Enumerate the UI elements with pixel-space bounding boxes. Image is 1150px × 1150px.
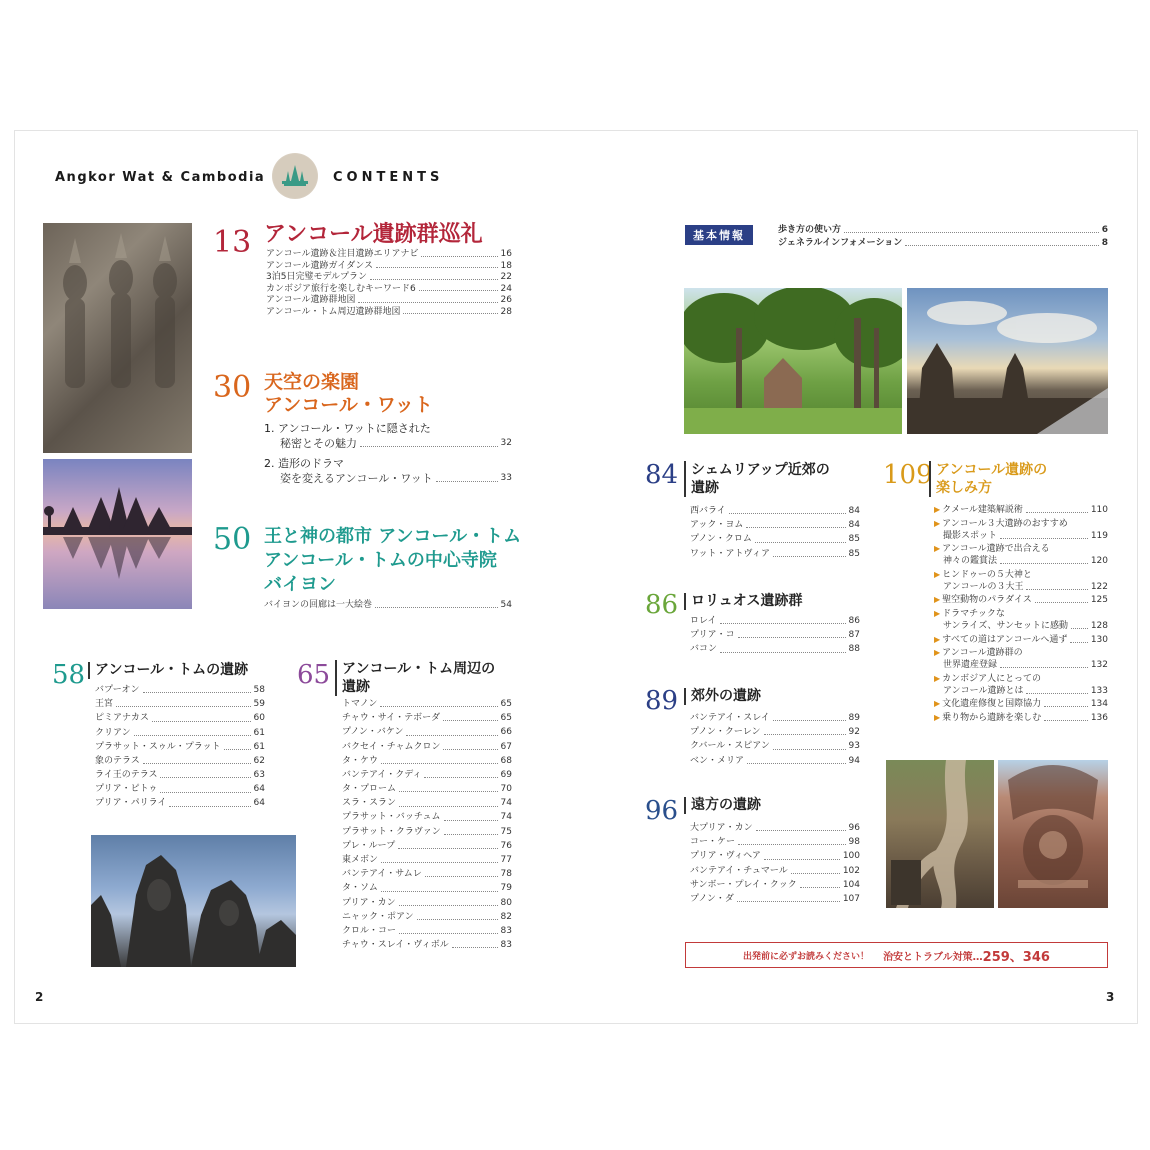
toc-entry-label: チャウ・スレイ・ヴィボル — [342, 940, 449, 951]
toc-entry-page: 60 — [253, 713, 265, 724]
arrow-bullet-icon: ▶ — [934, 608, 941, 618]
toc-entry[interactable] — [934, 647, 1108, 671]
toc-entry-page: 28 — [500, 306, 512, 317]
toc-entry-page: 100 — [842, 851, 860, 862]
toc-entry-label: プリア・コ — [690, 630, 735, 641]
toc-entry-label: アンコール遺跡群の — [942, 648, 1023, 659]
toc-entry-label: ジェネラルインフォメーション — [778, 238, 903, 248]
toc-entry-label: 世界遺産登録 — [943, 660, 998, 671]
section-number: 89 — [645, 686, 679, 716]
section-title: ロリュオス遺跡群 — [684, 593, 802, 610]
toc-entry-page: 78 — [500, 869, 512, 880]
toc-entry[interactable] — [934, 518, 1108, 542]
toc-entry-page: 84 — [848, 520, 860, 531]
angkor-temple-icon — [272, 153, 318, 199]
toc-entry[interactable] — [934, 698, 1108, 710]
toc-list — [264, 422, 512, 486]
section-title-line1: シェムリアップ近郊の — [691, 462, 830, 478]
toc-entry-page: 82 — [500, 911, 512, 922]
toc-entry[interactable] — [934, 569, 1108, 593]
toc-entry-page: 24 — [500, 283, 512, 294]
toc-entry[interactable] — [342, 867, 512, 881]
toc-entry[interactable] — [778, 224, 1108, 237]
toc-entry-label: アンコール遺跡ガイダンス — [266, 260, 374, 271]
bayon-faces-photo — [91, 835, 296, 967]
toc-entry-page: 26 — [500, 295, 512, 305]
toc-entry-label: すべての道はアンコールへ通ず — [942, 634, 1068, 645]
toc-entry-page: 61 — [253, 741, 265, 752]
safety-notice[interactable] — [685, 942, 1108, 968]
toc-entry-label: プラサット・クラヴァン — [342, 826, 441, 837]
toc-entry-label: タ・ソム — [342, 883, 378, 894]
toc-entry[interactable] — [342, 782, 512, 796]
toc-entry[interactable] — [342, 910, 512, 924]
arrow-bullet-icon: ▶ — [934, 518, 941, 528]
toc-entry[interactable] — [95, 740, 265, 754]
toc-entry[interactable] — [690, 504, 860, 518]
toc-entry-label: アック・ヨム — [690, 520, 744, 531]
toc-entry[interactable] — [934, 673, 1108, 697]
section-title-line2: 楽しみ方 — [936, 480, 992, 496]
toc-entry-page: 77 — [500, 855, 512, 866]
toc-entry-page: 65 — [500, 698, 512, 709]
toc-entry-page: 128 — [1090, 620, 1108, 631]
section-title — [929, 461, 1047, 497]
toc-entry[interactable] — [264, 598, 512, 612]
toc-entry-label: クリアン — [95, 727, 131, 738]
toc-entry-label: アンコール遺跡で出合える — [942, 544, 1050, 555]
toc-entry-page: 74 — [500, 798, 512, 809]
toc-entry-label: ワット・アトヴィア — [690, 548, 771, 559]
toc-entry[interactable] — [342, 825, 512, 839]
toc-entry[interactable] — [266, 284, 512, 296]
toc-entry[interactable] — [934, 543, 1108, 567]
arrow-bullet-icon: ▶ — [934, 673, 941, 683]
toc-entry[interactable] — [95, 768, 265, 782]
toc-entry[interactable] — [690, 725, 860, 739]
toc-entry-label: 2. 造形のドラマ — [264, 457, 344, 470]
toc-entry-label: バコン — [690, 644, 718, 655]
toc-entry[interactable] — [342, 711, 512, 725]
arrow-bullet-icon: ▶ — [934, 505, 941, 514]
section-title-line2: アンコール・トムの中心寺院 — [264, 550, 497, 571]
toc-list — [264, 598, 512, 612]
banteay-srei-carving-photo — [998, 760, 1108, 908]
page-number-left: 2 — [35, 990, 44, 1004]
sunset-temple-photo — [907, 288, 1108, 434]
toc-entry-label: プリア・カン — [342, 897, 396, 908]
notice-text: 治安とトラブル対策… — [883, 951, 983, 963]
toc-entry-page: 22 — [500, 272, 512, 282]
section-number: 13 — [213, 225, 252, 260]
toc-entry[interactable] — [690, 628, 860, 642]
toc-entry-page: 134 — [1090, 699, 1108, 710]
toc-entry-label: 西バライ — [690, 505, 726, 516]
toc-entry-label: クバール・スピアン — [690, 741, 770, 752]
toc-entry[interactable] — [342, 924, 512, 938]
section-number: 86 — [645, 590, 679, 620]
notice-pages: 259、346 — [982, 949, 1050, 965]
toc-entry-label: 秘密とその魅力 — [280, 437, 357, 450]
toc-entry[interactable] — [690, 532, 860, 546]
toc-entry-page: 119 — [1090, 530, 1108, 541]
toc-entry[interactable] — [934, 594, 1108, 606]
toc-entry-label: アンコール遺跡群地図 — [266, 295, 356, 305]
toc-entry-label: プリア・ヴィヘア — [690, 851, 761, 862]
toc-entry[interactable] — [690, 821, 860, 835]
toc-list — [266, 249, 512, 318]
toc-list — [778, 224, 1108, 250]
toc-entry-page: 96 — [848, 822, 860, 833]
toc-entry[interactable] — [266, 249, 512, 261]
toc-entry[interactable] — [266, 307, 512, 319]
toc-entry-page: 76 — [500, 840, 512, 851]
toc-entry[interactable] — [690, 518, 860, 532]
toc-entry[interactable] — [342, 740, 512, 754]
arrow-bullet-icon: ▶ — [934, 544, 941, 554]
toc-entry-label: 歩き方の使い方 — [778, 225, 842, 235]
toc-entry-page: 59 — [253, 699, 265, 710]
toc-entry[interactable] — [690, 878, 860, 892]
toc-entry-label: ライ王のテラス — [95, 770, 158, 781]
toc-entry-page: 69 — [500, 769, 512, 780]
angkor-wat-reflection-photo — [43, 459, 192, 609]
toc-entry-label: バイヨンの回廊は一大絵巻 — [264, 599, 373, 610]
toc-entry-page: 70 — [500, 784, 512, 795]
toc-entry-label: バンテアイ・サムレ — [342, 869, 422, 880]
contents-heading: CONTENTS — [333, 170, 444, 185]
toc-entry-label: ピミアナカス — [95, 713, 149, 724]
toc-entry-label: アンコール・トム周辺遺跡群地図 — [266, 306, 401, 317]
section-title: アンコール・トムの遺跡 — [88, 662, 248, 679]
arrow-bullet-icon: ▶ — [934, 699, 941, 709]
toc-entry-page: 89 — [848, 712, 860, 723]
toc-entry-label: プラサット・スゥル・プラット — [95, 741, 221, 752]
toc-entry[interactable] — [690, 739, 860, 753]
toc-entry[interactable] — [266, 261, 512, 273]
arrow-bullet-icon: ▶ — [934, 712, 941, 722]
toc-entry[interactable] — [690, 835, 860, 849]
toc-entry[interactable] — [342, 796, 512, 810]
toc-entry-page: 120 — [1090, 556, 1108, 567]
toc-entry[interactable] — [342, 881, 512, 895]
toc-list — [934, 504, 1108, 726]
toc-entry-page: 83 — [500, 925, 512, 936]
toc-entry-label: ニャック・ポアン — [342, 911, 414, 922]
toc-entry-label: カンボジア人にとっての — [942, 673, 1041, 684]
toc-entry-label: バプーオン — [95, 684, 140, 695]
book-title: Angkor Wat & Cambodia — [55, 170, 266, 185]
toc-entry[interactable] — [95, 697, 265, 711]
toc-entry-label: 東メボン — [342, 855, 379, 866]
toc-entry-page: 122 — [1090, 581, 1108, 592]
toc-entry-page: 104 — [842, 879, 860, 890]
toc-entry[interactable] — [342, 768, 512, 782]
section-number: 84 — [645, 460, 679, 490]
toc-entry[interactable] — [342, 853, 512, 867]
toc-entry[interactable] — [342, 697, 512, 711]
toc-entry[interactable] — [934, 712, 1108, 724]
toc-entry-page: 85 — [848, 548, 860, 559]
toc-entry-page: 80 — [500, 897, 512, 908]
section-title: 遠方の遺跡 — [684, 797, 761, 814]
toc-entry-label: バクセイ・チャムクロン — [342, 741, 441, 752]
apsara-relief-photo — [43, 223, 192, 453]
toc-entry-page: 67 — [500, 741, 512, 752]
toc-entry-label: クロル・コー — [342, 925, 397, 936]
toc-entry-label: トマノン — [342, 698, 378, 709]
section-title-line3: バイヨン — [264, 574, 336, 595]
toc-list — [95, 683, 265, 811]
toc-entry-label: 神々の鑑賞法 — [943, 556, 998, 567]
toc-entry-page: 98 — [848, 837, 860, 848]
toc-entry-page: 133 — [1090, 685, 1108, 696]
toc-entry-page: 130 — [1090, 634, 1108, 645]
toc-entry[interactable] — [690, 864, 860, 878]
toc-entry-label: タ・ケウ — [342, 755, 379, 766]
section-title-line2: 遺跡 — [691, 480, 719, 496]
toc-entry-page: 68 — [500, 755, 512, 766]
toc-entry[interactable] — [95, 754, 265, 768]
toc-entry-label: ドラマチックな — [942, 608, 1005, 619]
section-number: 96 — [645, 796, 679, 826]
section-title-line2: 遺跡 — [342, 679, 370, 695]
toc-entry-page: 132 — [1090, 660, 1108, 671]
toc-list — [342, 697, 512, 952]
toc-entry-label: 撮影スポット — [943, 530, 998, 541]
page-number-right: 3 — [1106, 990, 1115, 1004]
toc-entry-page: 8 — [1101, 238, 1108, 248]
toc-entry[interactable] — [264, 457, 512, 486]
section-title: アンコール遺跡群巡礼 — [264, 222, 483, 247]
toc-entry-label: 王宮 — [95, 699, 114, 710]
toc-entry[interactable] — [95, 711, 265, 725]
toc-entry-page: 93 — [848, 741, 860, 752]
section-number: 50 — [213, 522, 252, 557]
toc-entry-label: プリア・パリライ — [95, 798, 167, 809]
toc-entry[interactable] — [266, 272, 512, 284]
toc-entry-label: バンテアイ・チュマール — [690, 865, 788, 876]
section-number: 58 — [52, 660, 86, 690]
toc-entry[interactable] — [690, 614, 860, 628]
arrow-bullet-icon: ▶ — [934, 569, 941, 579]
toc-entry[interactable] — [934, 608, 1108, 632]
toc-entry-label: プノン・クロム — [690, 534, 752, 545]
toc-entry-page: 87 — [848, 630, 860, 641]
toc-entry-label: バンテアイ・クディ — [342, 769, 422, 780]
section-title-line1: 天空の楽園 — [264, 371, 360, 393]
toc-entry[interactable] — [690, 849, 860, 863]
toc-entry-label: ベン・メリア — [690, 755, 745, 766]
toc-list — [690, 614, 860, 657]
toc-entry-page: 79 — [500, 883, 512, 894]
toc-entry[interactable] — [690, 754, 860, 768]
toc-entry[interactable] — [934, 634, 1108, 646]
toc-entry-label: プノン・バケン — [342, 727, 404, 738]
toc-entry-label: 大プリア・カン — [690, 822, 753, 833]
toc-entry-page: 107 — [842, 893, 860, 904]
toc-entry-page: 92 — [848, 727, 860, 738]
toc-entry-page: 62 — [253, 755, 265, 766]
ta-prohm-roots-photo — [886, 760, 994, 908]
toc-entry-label: タ・プローム — [342, 784, 397, 795]
toc-entry[interactable] — [95, 683, 265, 697]
toc-entry[interactable] — [778, 237, 1108, 250]
section-number: 109 — [883, 460, 933, 490]
section-title-line1: アンコール遺跡の — [936, 462, 1048, 478]
notice-text: 出発前に必ずお読みください！ — [743, 951, 870, 962]
arrow-bullet-icon: ▶ — [934, 648, 941, 658]
toc-entry-page: 102 — [842, 865, 860, 876]
toc-entry-page: 125 — [1090, 595, 1108, 606]
toc-entry-page: 64 — [253, 784, 265, 795]
toc-entry-page: 94 — [848, 755, 860, 766]
toc-entry-label: アンコール遺跡とは — [943, 685, 1024, 696]
toc-entry-label: ヒンドゥーの５大神と — [942, 569, 1032, 580]
toc-entry-label: スラ・スラン — [342, 798, 397, 809]
toc-entry-page: 74 — [500, 812, 512, 823]
toc-entry-label: ロレイ — [690, 615, 717, 626]
toc-entry[interactable] — [95, 782, 265, 796]
toc-entry[interactable] — [95, 797, 265, 811]
section-title-line1: 王と神の都市 アンコール・トム — [264, 526, 522, 547]
toc-entry[interactable] — [342, 839, 512, 853]
toc-entry-page: 86 — [848, 615, 860, 626]
toc-entry-page: 66 — [500, 727, 512, 738]
toc-entry-label: コー・ケー — [690, 837, 736, 848]
toc-entry-label: アンコールの３大王 — [943, 581, 1024, 592]
toc-entry[interactable] — [266, 295, 512, 307]
toc-entry-label: カンボジア旅行を楽しむキーワード6 — [266, 283, 416, 294]
toc-entry[interactable] — [342, 896, 512, 910]
toc-entry-page: 110 — [1090, 505, 1108, 515]
toc-entry-page: 75 — [500, 826, 512, 837]
toc-entry-page: 6 — [1101, 225, 1108, 235]
toc-entry-label: プノン・クーレン — [690, 727, 761, 738]
section-title-line2: アンコール・ワット — [264, 394, 433, 416]
toc-entry[interactable] — [264, 422, 512, 451]
toc-entry[interactable] — [342, 811, 512, 825]
toc-entry-label: 文化遺産修復と国際協力 — [942, 699, 1042, 710]
toc-entry-page: 64 — [253, 798, 265, 809]
toc-list — [690, 821, 860, 906]
toc-entry[interactable] — [342, 938, 512, 952]
toc-entry-page: 84 — [848, 505, 860, 516]
toc-list — [690, 504, 860, 561]
toc-entry-page: 63 — [253, 770, 265, 781]
section-title — [335, 660, 495, 696]
toc-entry-label: アンコール遺跡＆注目遺跡エリアナビ — [266, 249, 419, 259]
toc-entry-label: プノン・ダ — [690, 893, 734, 904]
toc-list — [690, 711, 860, 768]
forest-temple-photo — [684, 288, 902, 434]
toc-entry[interactable] — [342, 754, 512, 768]
toc-entry-page: 16 — [500, 249, 512, 259]
arrow-bullet-icon: ▶ — [934, 634, 941, 644]
toc-entry-label: 3泊5日完璧モデルプラン — [266, 272, 368, 282]
toc-entry-page: 65 — [500, 713, 512, 724]
toc-entry-label: 1. アンコール・ワットに隠された — [264, 422, 431, 435]
toc-entry[interactable] — [95, 726, 265, 740]
toc-entry-label: プラサット・バッチュム — [342, 812, 441, 823]
section-number: 30 — [213, 370, 252, 405]
toc-entry[interactable] — [690, 711, 860, 725]
toc-entry-page: 33 — [500, 473, 512, 483]
toc-entry-label: バンテアイ・スレイ — [690, 712, 770, 723]
toc-entry-label: サンボー・プレイ・クック — [690, 879, 797, 890]
toc-entry-label: アンコール３大遺跡のおすすめ — [942, 518, 1068, 529]
toc-entry-label: 乗り物から遺跡を楽しむ — [942, 712, 1042, 723]
toc-entry-page: 83 — [500, 940, 512, 951]
toc-entry[interactable] — [342, 725, 512, 739]
toc-entry-page: 61 — [253, 727, 265, 738]
toc-entry[interactable] — [934, 504, 1108, 516]
basic-info-badge: 基本情報 — [685, 225, 753, 245]
toc-entry-page: 18 — [500, 260, 512, 271]
toc-entry[interactable] — [690, 642, 860, 656]
toc-entry[interactable] — [690, 547, 860, 561]
toc-entry-label: 聖空動物のパラダイス — [942, 595, 1032, 606]
toc-entry-label: プレ・ループ — [342, 840, 396, 851]
toc-entry-page: 32 — [500, 438, 512, 448]
toc-entry[interactable] — [690, 892, 860, 906]
toc-entry-label: 姿を変えるアンコール・ワット — [280, 472, 433, 485]
arrow-bullet-icon: ▶ — [934, 595, 941, 605]
toc-entry-page: 85 — [848, 534, 860, 545]
toc-entry-label: チャウ・サイ・テボーダ — [342, 713, 441, 724]
toc-entry-page: 54 — [500, 599, 512, 610]
toc-entry-label: 象のテラス — [95, 755, 140, 766]
toc-entry-page: 136 — [1090, 712, 1108, 723]
toc-entry-label: クメール建築解説術 — [942, 505, 1023, 515]
section-title-line1: アンコール・トム周辺の — [342, 661, 496, 677]
toc-entry-page: 58 — [253, 684, 265, 695]
section-title: 郊外の遺跡 — [684, 688, 761, 705]
section-number: 65 — [297, 660, 331, 690]
toc-entry-label: サンライズ、サンセットに感動 — [943, 620, 1069, 631]
toc-entry-page: 88 — [848, 644, 860, 655]
toc-entry-label: プリア・ピトゥ — [95, 784, 158, 795]
section-title — [684, 461, 830, 497]
